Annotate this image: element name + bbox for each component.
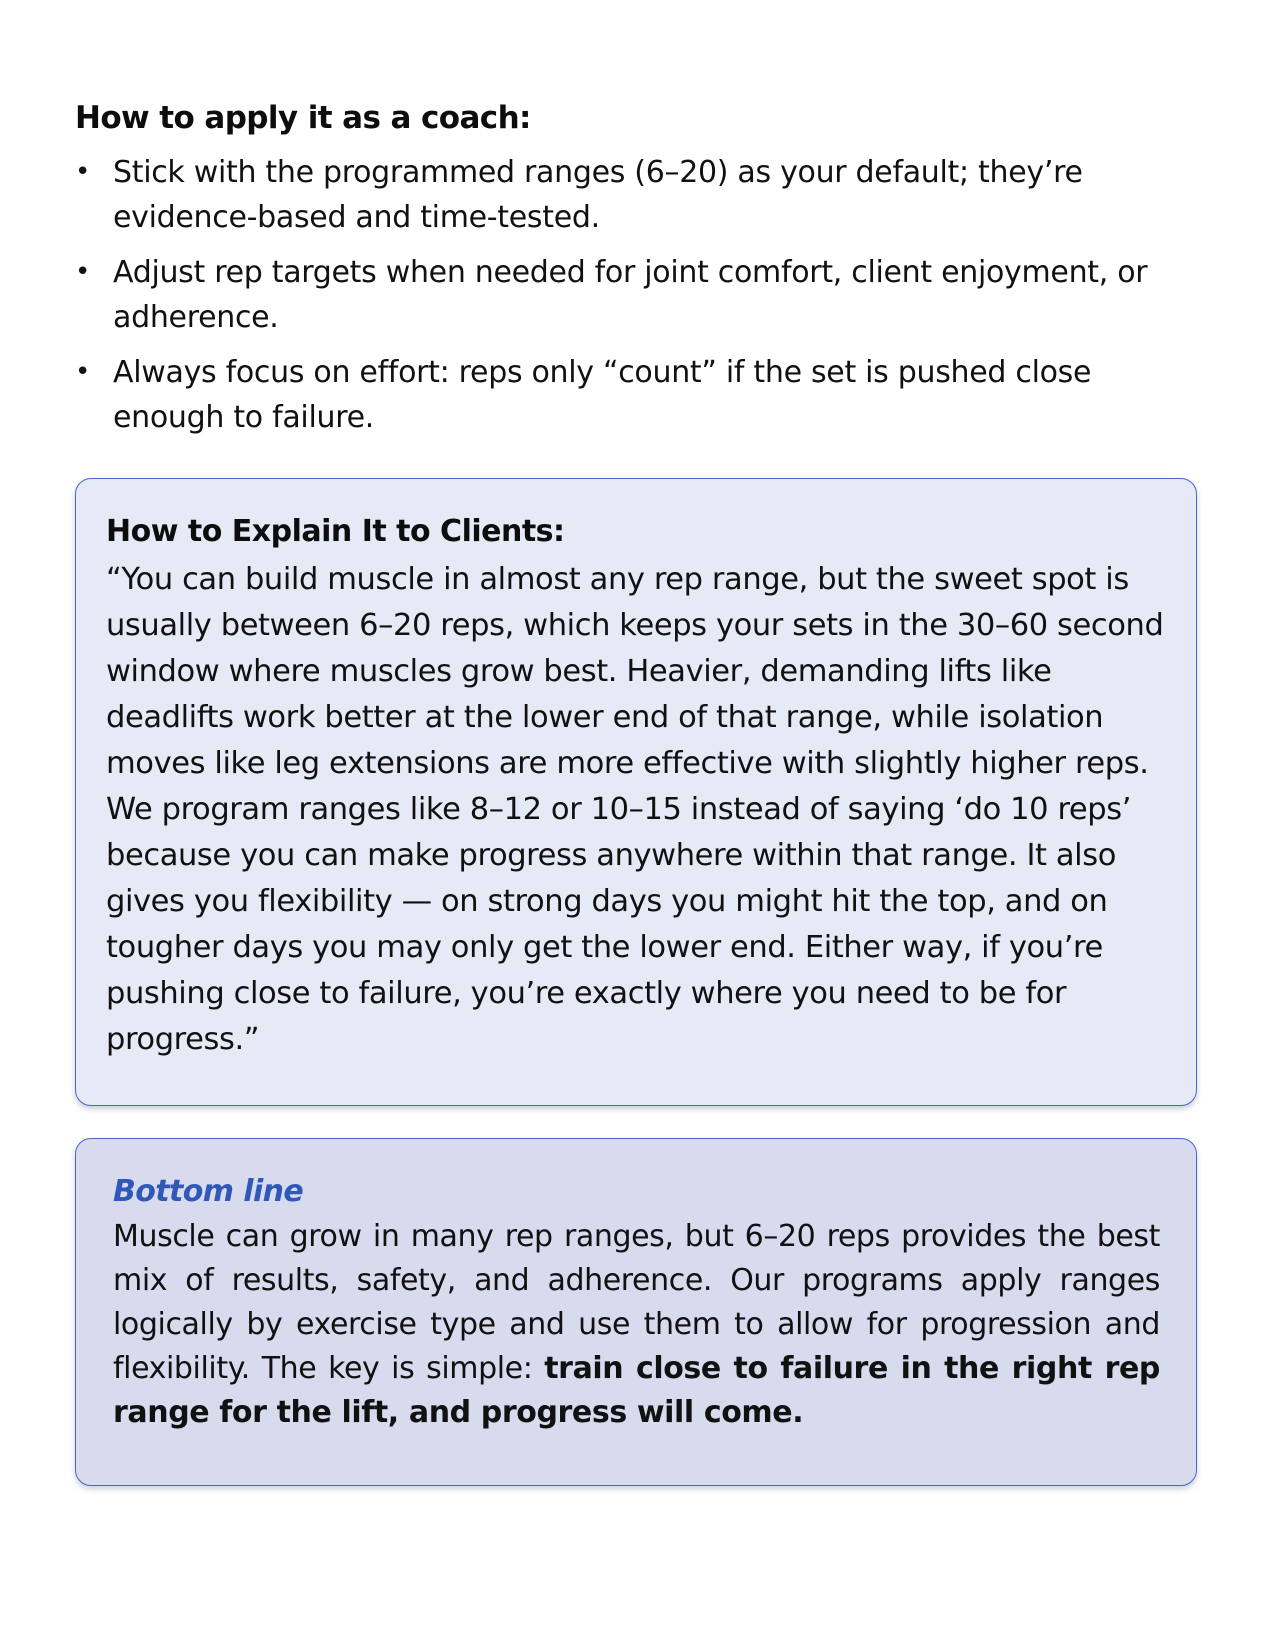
bullet-icon: •	[75, 357, 91, 387]
bottom-line-text	[113, 1215, 1160, 1435]
bullet-icon: •	[75, 257, 91, 287]
bullet-icon: •	[75, 157, 91, 187]
bullet-item	[75, 350, 1195, 440]
bottom-line-emphasis: train close to failure in the right rep range for the lift, and progress will come.	[113, 1351, 1160, 1430]
explain-to-clients-box	[75, 478, 1197, 1106]
clients-box-title: How to Explain It to Clients:	[106, 514, 565, 549]
bullet-text: Stick with the programmed ranges (6–20) as your default; they’re evidence-based and time-tested.	[113, 155, 1083, 235]
coach-section-heading: How to apply it as a coach:	[75, 100, 531, 136]
bullet-item	[75, 250, 1195, 340]
bullet-text: Adjust rep targets when needed for joint comfort, client enjoyment, or adherence.	[113, 255, 1148, 335]
bottom-line-box	[75, 1138, 1197, 1486]
coach-bullet-list	[75, 150, 1195, 450]
client-explanation-quote: “You can build muscle in almost any rep range, but the sweet spot is usually between 6–20 reps, which keeps your sets in the 30–60 second window where muscles grow best. Heavier, demanding lifts like deadlifts work better at the lower end of that range, while isolation moves like leg extensions are more effective with slightly higher reps. We program ranges like 8–12 or 10–15 instead of saying ‘do 10 reps’ because you can make progress anywhere within that range. It also gives you flexibility — on strong days you might hit the top, and on tougher days you may only get the lower end. Either way, if you’re pushing close to failure, you’re exactly where you need to be for progress.”	[106, 562, 1164, 1057]
bottom-line-title: Bottom line	[113, 1174, 304, 1209]
bullet-text: Always focus on effort: reps only “count” if the set is pushed close enough to failure.	[113, 355, 1092, 435]
bottom-line-body: Muscle can grow in many rep ranges, but 6–20 reps provides the best mix of results, safety, and adherence. Our programs apply ranges logically by exercise type and use them to allow for progression and flexibility. The key is simple:	[113, 1219, 1160, 1386]
bullet-item	[75, 150, 1195, 240]
